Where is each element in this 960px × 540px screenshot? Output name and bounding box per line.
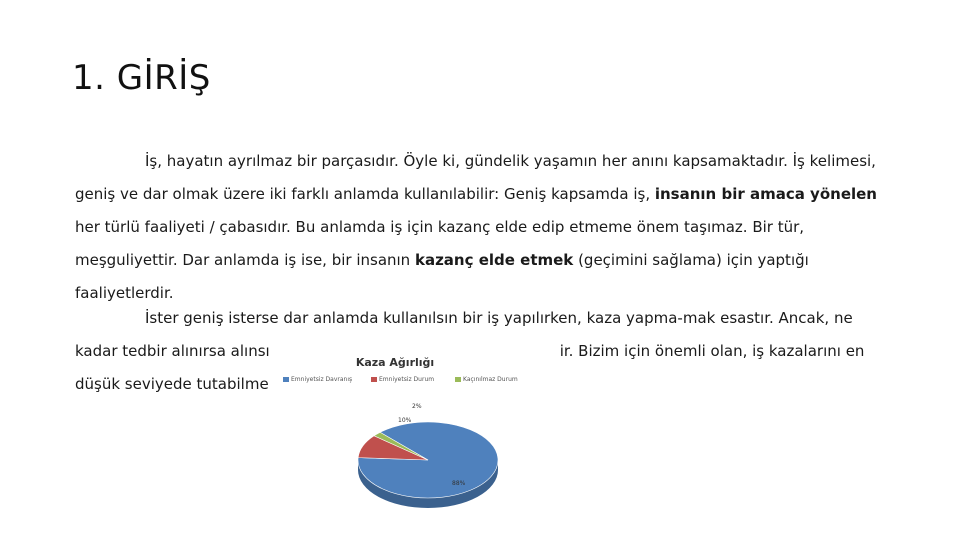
legend-label: Kaçınılmaz Durum [463,376,518,383]
legend-label: Emniyetsiz Davranış [291,376,353,383]
paragraph-2-line-3: düşük seviyede tutabilme [75,375,269,393]
paragraph-1-line-4 [75,244,905,277]
text-span: İş, hayatın ayrılmaz bir parçasıdır. Öyle ki, gündelik yaşamın her anını kapsamaktadır. İş kelimesi, [145,152,876,170]
text-span: (geçimini sağlama) için yaptığı [573,251,809,269]
paragraph-1 [75,145,905,310]
paragraph-1-line-5: faaliyetlerdir. [75,284,174,302]
paragraph-2-line-1 [75,302,905,335]
data-label: 10% [398,417,412,424]
slide-title: 1. GİRİŞ [72,58,211,98]
paragraph-1-line-2 [75,178,905,211]
text-span: İster geniş isterse dar anlamda kullanılsın bir iş yapılırken, kaza yapma-mak esastır. Ancak, ne [145,309,853,327]
bold-phrase: kazanç elde etmek [414,251,574,269]
bold-phrase: insanın bir amaca yönelen [654,185,877,203]
text-span: geniş ve dar olmak üzere iki farklı anlamda kullanılabilir: Geniş kapsamda iş, [75,185,655,203]
legend-label: Emniyetsiz Durum [379,376,435,383]
text-span: kadar tedbir alınırsa alınsı [75,342,270,360]
paragraph-1-line-1 [75,145,905,178]
chart-title: Kaza Ağırlığı [355,356,435,369]
data-label: 88% [452,480,466,487]
pie-chart [275,352,555,534]
data-label: 2% [412,403,422,410]
text-span: ir. Bizim için önemli olan, iş kazalarını en [559,342,865,360]
text-span: meşguliyettir. Dar anlamda iş ise, bir insanın [75,251,415,269]
pie-svg [275,352,555,534]
paragraph-1-line-3: her türlü faaliyeti / çabasıdır. Bu anlamda iş için kazanç elde edip etmeme önem taşımaz. Bir tür, [75,218,805,236]
